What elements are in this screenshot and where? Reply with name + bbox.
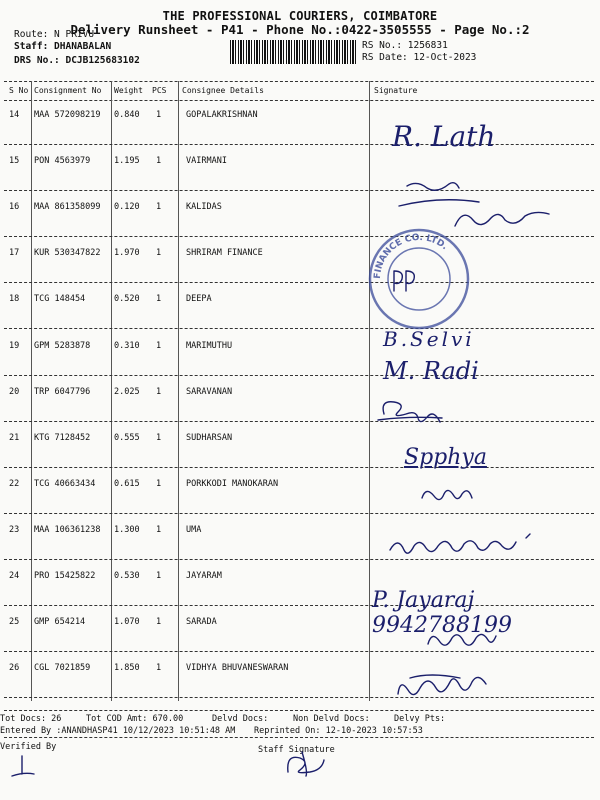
row-pcs: 1	[156, 663, 162, 673]
row-consignment: KTG 7128452	[34, 433, 91, 443]
row-pcs: 1	[156, 387, 162, 397]
total-cod-amount: Tot COD Amt: 670.00	[86, 714, 184, 724]
row-consignee: DEEPA	[186, 294, 212, 304]
row-divider	[4, 651, 594, 652]
entered-by: Entered By :ANANDHASP41 10/12/2023 10:51:48 AM	[0, 726, 236, 736]
verifier-signature	[8, 754, 38, 780]
row-consignment: PRO 15425822	[34, 571, 96, 581]
col-divider-consignment	[111, 81, 112, 701]
row-consignment: CGL 7021859	[34, 663, 91, 673]
row-pcs: 1	[156, 202, 162, 212]
col-divider-consignee	[369, 81, 370, 701]
signature-row-22	[418, 480, 478, 510]
row-sno: 17	[9, 248, 20, 258]
row-consignment: MAA 861358099	[34, 202, 101, 212]
row-weight: 1.970	[114, 248, 140, 258]
runsheet-title: Delivery Runsheet - P41 - Phone No.:0422-3505555 - Page No.:2	[70, 22, 530, 37]
col-header-pcs: PCS	[152, 86, 167, 95]
row-divider	[4, 282, 594, 283]
signature-row-14: R. Lath	[392, 120, 496, 153]
row-consignment: MAA 572098219	[34, 110, 101, 120]
table-top-rule	[4, 81, 594, 82]
barcode	[230, 40, 358, 64]
staff-signature-label: Staff Signature	[258, 745, 335, 755]
verified-by: Verified By	[0, 742, 57, 752]
signature-row-19b: M. Radi	[383, 357, 479, 385]
row-sno: 23	[9, 525, 20, 535]
row-pcs: 1	[156, 617, 162, 627]
row-pcs: 1	[156, 156, 162, 166]
col-header-signature: Signature	[374, 86, 418, 95]
row-sno: 24	[9, 571, 20, 581]
signature-row-24: P. Jayaraj 9942788199	[372, 588, 512, 638]
row-weight: 0.840	[114, 110, 140, 120]
row-consignee: SARADA	[186, 617, 217, 627]
row-consignment: TCG 148454	[34, 294, 86, 304]
signature-row-16	[395, 176, 575, 246]
row-weight: 0.530	[114, 571, 140, 581]
rs-number: RS No.: 1256831	[362, 40, 448, 51]
signature-row-25	[424, 624, 504, 654]
row-pcs: 1	[156, 294, 162, 304]
row-sno: 14	[9, 110, 20, 120]
header-rule	[4, 100, 594, 101]
col-header-weight: Weight	[114, 86, 143, 95]
col-header-consignee: Consignee Details	[182, 86, 264, 95]
row-consignment: TCG 40663434	[34, 479, 96, 489]
total-docs: Tot Docs: 26	[0, 714, 62, 724]
col-divider-sno	[31, 81, 32, 701]
row-pcs: 1	[156, 479, 162, 489]
row-pcs: 1	[156, 525, 162, 535]
row-divider	[4, 421, 594, 422]
signature-row-21: Spphya	[404, 445, 487, 470]
row-consignee: UMA	[186, 525, 202, 535]
row-weight: 0.615	[114, 479, 140, 489]
staff-signature	[282, 748, 330, 780]
row-divider	[4, 375, 594, 376]
rs-date: RS Date: 12-Oct-2023	[362, 52, 477, 63]
reprinted-on: Reprinted On: 12-10-2023 10:57:53	[254, 726, 423, 736]
row-divider	[4, 328, 594, 329]
staff-label: Staff: DHANABALAN	[14, 41, 112, 52]
row-consignment: TRP 6047796	[34, 387, 91, 397]
delivery-points: Delvy Pts:	[394, 714, 446, 724]
signature-row-20	[376, 394, 446, 430]
route-label: Route: N PRIVU	[14, 29, 95, 40]
row-sno: 21	[9, 433, 20, 443]
row-pcs: 1	[156, 110, 162, 120]
drs-number: DRS No.: DCJB125683102	[14, 55, 140, 66]
row-sno: 25	[9, 617, 20, 627]
row-divider	[4, 144, 594, 145]
row-weight: 1.300	[114, 525, 140, 535]
col-header-sno: S No	[9, 86, 29, 95]
row-consignment: PON 4563979	[34, 156, 91, 166]
signature-row-17	[390, 265, 430, 295]
row-pcs: 1	[156, 571, 162, 581]
signature-row-23	[386, 532, 556, 562]
row-pcs: 1	[156, 433, 162, 443]
row-consignee: VIDHYA BHUVANESWARAN	[186, 663, 289, 673]
col-divider-pcs	[178, 81, 179, 701]
row-weight: 1.195	[114, 156, 140, 166]
row-consignee: PORKKODI MANOKARAN	[186, 479, 279, 489]
company-title: THE PROFESSIONAL COURIERS, COIMBATORE	[162, 9, 438, 23]
footer-mid-rule	[4, 737, 594, 738]
row-pcs: 1	[156, 248, 162, 258]
row-consignee: JAYARAM	[186, 571, 222, 581]
row-consignee: GOPALAKRISHNAN	[186, 110, 258, 120]
row-sno: 26	[9, 663, 20, 673]
row-consignment: GPM 5283878	[34, 341, 91, 351]
row-consignee: SARAVANAN	[186, 387, 233, 397]
row-divider	[4, 697, 594, 698]
row-consignment: MAA 106361238	[34, 525, 101, 535]
row-sno: 15	[9, 156, 20, 166]
stamp-text: FINANCE CO. LTD.	[372, 232, 450, 280]
row-consignee: SHRIRAM FINANCE	[186, 248, 263, 258]
signature-row-26	[390, 670, 500, 710]
row-weight: 0.120	[114, 202, 140, 212]
delivered-docs: Delvd Docs:	[212, 714, 269, 724]
row-consignment: KUR 530347822	[34, 248, 101, 258]
col-header-consignment: Consignment No	[34, 86, 102, 95]
row-weight: 0.555	[114, 433, 140, 443]
row-sno: 18	[9, 294, 20, 304]
row-consignee: KALIDAS	[186, 202, 222, 212]
non-delivered-docs: Non Delvd Docs:	[293, 714, 370, 724]
row-sno: 20	[9, 387, 20, 397]
signature-row-19a: B.Selvi	[383, 327, 475, 351]
row-weight: 0.310	[114, 341, 140, 351]
row-weight: 1.070	[114, 617, 140, 627]
footer-top-rule	[4, 710, 594, 711]
row-sno: 22	[9, 479, 20, 489]
row-weight: 1.850	[114, 663, 140, 673]
row-sno: 16	[9, 202, 20, 212]
row-weight: 0.520	[114, 294, 140, 304]
row-pcs: 1	[156, 341, 162, 351]
row-consignee: MARIMUTHU	[186, 341, 233, 351]
row-consignment: GMP 654214	[34, 617, 86, 627]
row-divider	[4, 467, 594, 468]
row-divider	[4, 513, 594, 514]
row-weight: 2.025	[114, 387, 140, 397]
row-consignee: VAIRMANI	[186, 156, 227, 166]
row-consignee: SUDHARSAN	[186, 433, 233, 443]
row-sno: 19	[9, 341, 20, 351]
